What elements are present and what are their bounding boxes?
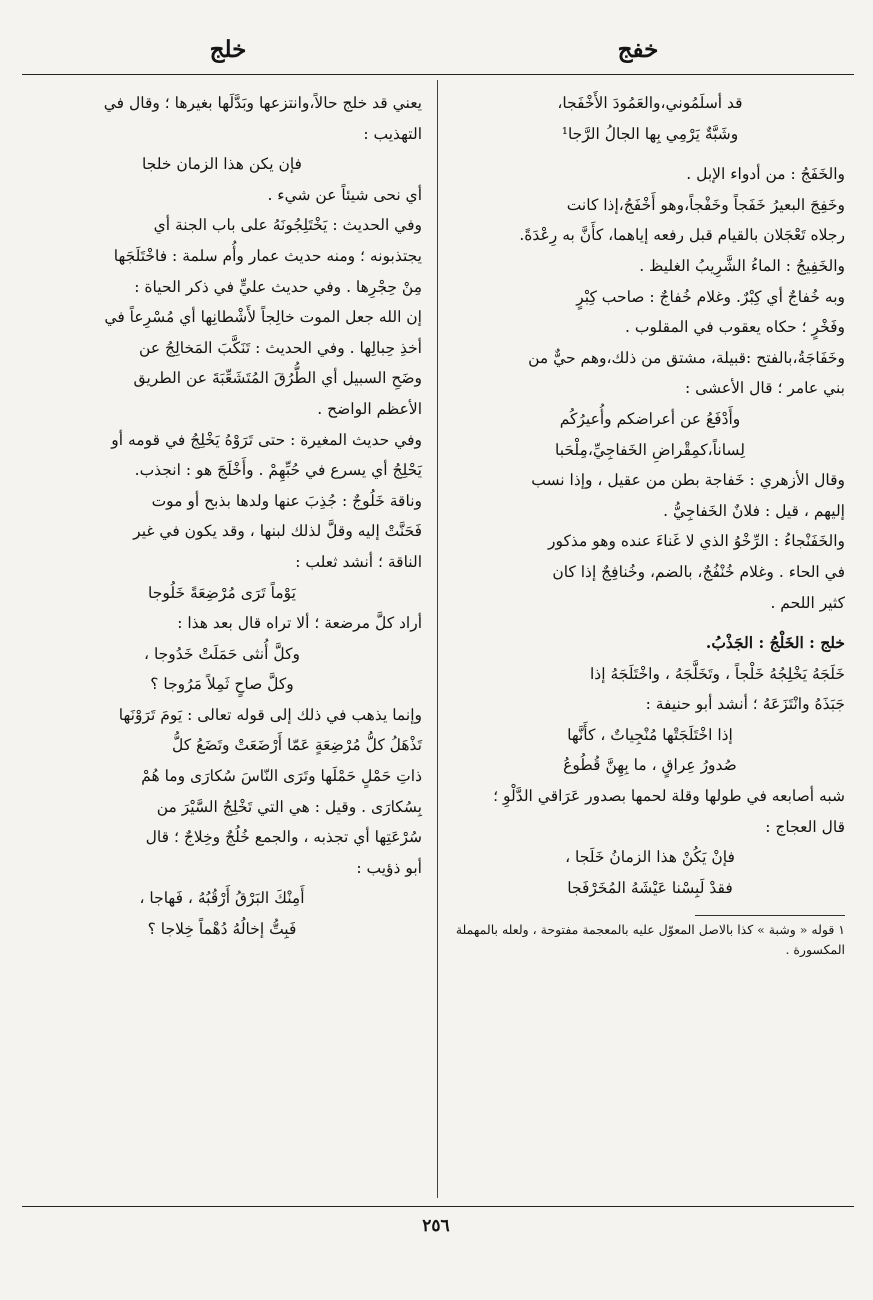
text-line: والخَفَجُ : من أدواء الإبل . [686,165,845,184]
text-line: والخَفَنْجاءُ : الرِّخْوُ الذي لا غَناءَ عنده وهو مذكور [548,532,845,551]
verse-line: يَوْماً تَرَى مُرْضِعَةً خَلُوجا [148,583,296,602]
right-column [455,88,845,960]
text-line: وناقة خَلُوجٌ : جُذِبَ عنها ولدها بذبح أو موت [151,491,422,510]
verse-line: قد أسلَمُوني،والعَمُودَ الأَخْفَجا، [557,94,743,112]
text-line: قال العجاج : [765,817,845,836]
text-line: خَلَجَهُ يَخْلِجُهُ خَلْجاً ، وتَخَلَّجَهُ ، واخْتَلَجَهُ إذا [590,664,845,683]
entry-heading-khalaj: خلج : الخَلْجُ : الجَذْبُ. [705,633,845,653]
text-line: التهذيب : [363,124,422,143]
verse-line: وشَبَّةٌ يَرْمِي بِها الجالُ الرَّجا¹ [561,124,739,143]
text-line: في الحاء . وغلام خُنْفُجٌ، بالضم، وخُنافِجٌ إذا كان [552,562,845,581]
text-line: والخَفِيجُ : الماءُ الشَّرِيبُ الغليظ . [639,256,845,275]
text-line: تَذْهَلُ كلُّ مُرْضِعَةٍ عَمّا أَرْضَعَتْ وتَضَعُ كلُّ [171,736,422,755]
verse-line: لِساناً،كمِقْراضِ الخَفاجِيِّ،مِلْحَبا [555,440,745,459]
text-line: يَحْلِجُ أي يسرع في حُبِّهِمْ . وأَخْلَجَ هو : انجذب. [134,461,422,480]
left-column [22,88,422,945]
text-line: أي نحى شيئاً عن شيء . [267,185,422,204]
column-divider [437,80,438,1198]
text-line: شبه أصابعه في طولها وقلة لحمها بصدور عَرَاقي الدَّلْوِ ؛ [493,787,845,806]
verse-line: وأَدْفَعُ عن أعراضكم وأُعيرُكُم [559,409,741,428]
text-line: مِنْ حِجْرِها . وفي حديث عليٍّ في ذكر الحياة : [134,277,422,296]
text-line: يعني قد خلج حالاً،وانتزعها وبَدَّلَها بغيرها ؛ وقال في [103,94,422,112]
text-line: وقال الأزهري : خَفاجة بطن من عقيل ، وإذا نسب [531,471,845,490]
verse-line: وكلَّ صاحٍ ثَمِلاً مَرُوجا ؟ [150,675,294,694]
text-line: يجتذبونه ؛ ومنه حديث عمار وأُم سلمة : فاخْتَلَجَها [113,246,422,265]
footnote: ١ قوله « وشبة » كذا بالاصل المعوّل عليه بالمعجمة مفتوحة ، ولعله بالمهملة المكسورة . [455,922,845,958]
text-line: الأعظم الواضح . [317,399,422,418]
text-line: الناقة ؛ أنشد ثعلب : [295,552,422,571]
verse-line: فإنْ يَكُنْ هذا الزمانُ خَلَجا ، [565,848,735,867]
text-line: وإنما يذهب في ذلك إلى قوله تعالى : يَومَ تَرَوْنَها [118,705,422,724]
verse-line: إذا اخْتَلَجَتْها مُنْجِياتٌ ، كأَنَّها [567,725,733,744]
footnote-rule [695,915,845,916]
verse-line: فقدْ لَبِسْنا عَيْشَهُ المُخَرْفَجا [567,878,733,897]
verse-line: صُدورُ عِراقٍ ، ما بِهِنَّ قُطُوعُ [563,756,737,775]
text-line: جَبَذَهُ وانْتَزَعَهُ ؛ أنشد أبو حنيفة : [645,695,845,714]
bottom-rule [22,1206,854,1207]
verse-line: أَمِنْكَ البَرْقُ أَرْقُبُهُ ، فَهاجا ، [139,889,305,908]
text-line: سُرْعَتِها أي تجذبه ، والجمع خُلُجٌ وخِلاجٌ ؛ قال [145,828,422,847]
verse-line: فإن يكن هذا الزمان خلجا [142,155,302,174]
verse-line: وكلَّ أُنثى حَمَلَتْ خَدُوجا ، [144,644,300,663]
verse-line: فَبِتُّ إخالُهُ دُهْماً خِلاجا ؟ [147,920,297,939]
header-left-word: خلج [209,36,247,63]
text-line: أبو ذؤيب : [356,858,422,877]
text-line: وفي حديث المغيرة : حتى تَرَوْهُ يَخْلِجُ في قومه أو [111,430,422,449]
text-line: كثير اللحم . [770,593,845,612]
text-line: فَحَنَّتْ إليه وقلَّ لذلك لبنها ، وقد يكون في غير [133,522,422,541]
text-line: رجلاه تَعْجَلان بالقيام قبل رفعه إياهما، كأَنَّ به رِعْدَةً. [519,226,845,245]
text-line: بني عامر ؛ قال الأعشى : [684,379,845,398]
text-line: ذاتِ حَمْلٍ حَمْلَها وتَرَى النّاسَ سُكارَى وما هُمْ [141,767,422,786]
text-line: إليهم ، قيل : فلانٌ الخَفاجِيُّ . [663,501,845,520]
page-number: ٢٥٦ [422,1216,450,1236]
text-line: أخذِ حِبالِها . وفي الحديث : تَنَكَّبَ المَخالِجُ عن [139,338,422,357]
header-right-word: خفج [617,36,659,63]
text-line: وخَفَاجَةُ،بالفتح :قبيلة، مشتق من ذلك،وهم حيٌّ من [528,348,845,367]
text-line: وبه خُفاجٌ أي كِبْرٌ. وغلام خُفاجٌ : صاحب كِبْرٍ [576,287,845,306]
text-line: وفَخْرٍ ؛ حكاه يعقوب في المقلوب . [625,318,845,337]
text-line: بِسُكارَى . وقيل : هي التي تَخْلِجُ السَّيْرَ من [156,797,422,816]
top-rule [22,74,854,75]
text-line: إن الله جعل الموت خالِجاً لأَشْطانِها أي مُسْرِعاً في [104,308,422,327]
text-line: وخَفِجَ البعيرُ خَفَجاً وخَفْجاً،وهو أَخْفَجُ،إذا كانت [566,195,845,214]
text-line: وفي الحديث : يَخْتَلِجُونَهُ على باب الجنة أي [153,216,422,235]
text-line: أراد كلَّ مرضعة ؛ ألا تراه قال بعد هذا : [177,614,422,633]
text-line: وضَحِ السبيل أي الطُّرُقَ المُتَشَعِّبَةَ عن الطريق [133,369,422,388]
